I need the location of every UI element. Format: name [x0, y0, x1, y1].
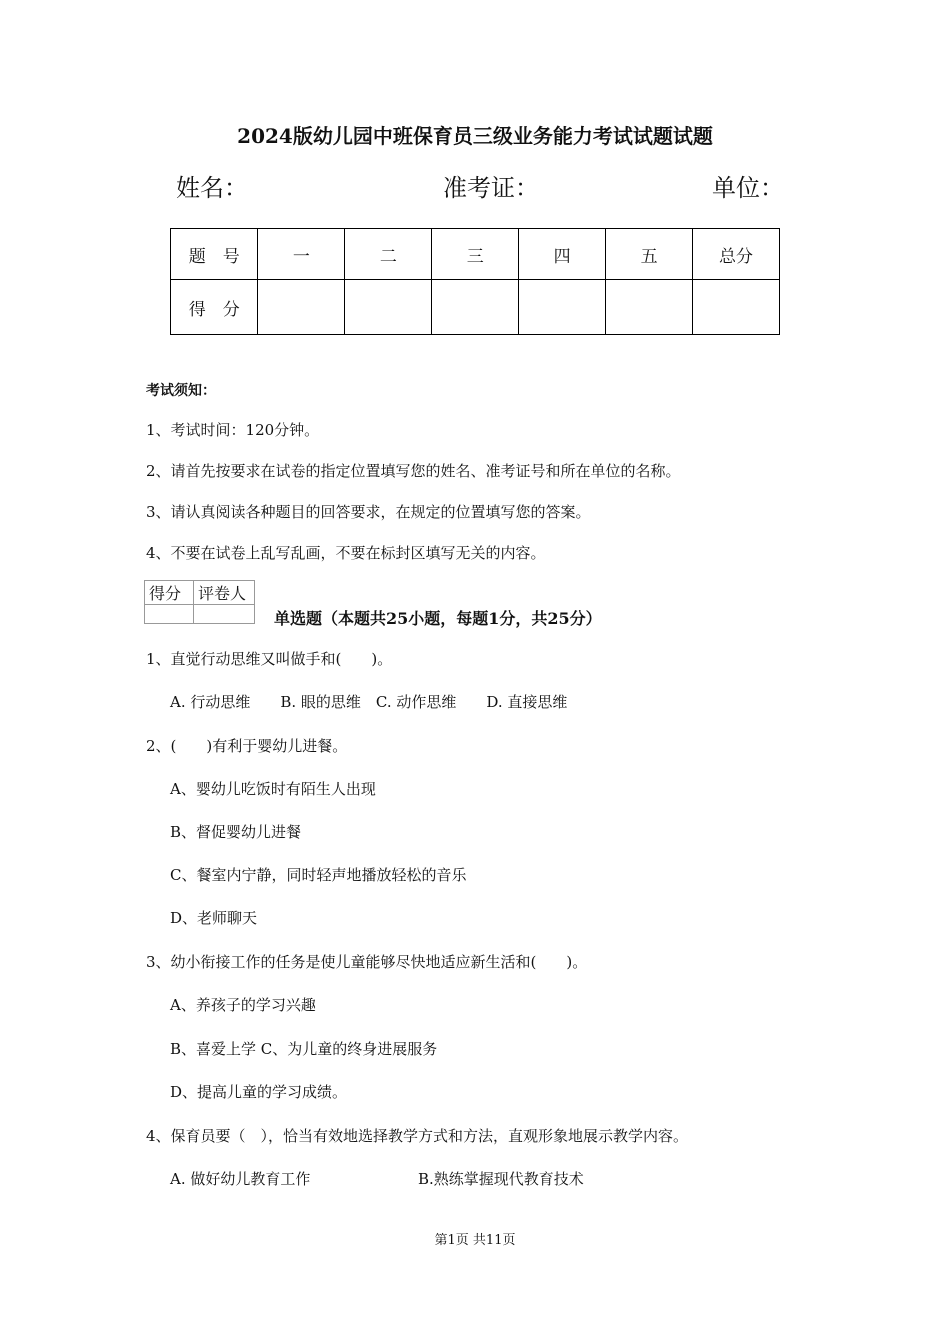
question-4-option-a: A. 做好幼儿教育工作 [170, 1170, 311, 1188]
question-2-stem: 2、( )有利于婴幼儿进餐。 [146, 737, 348, 755]
score-cell-4: 四 [519, 229, 606, 280]
notice-heading: 考试须知： [146, 383, 216, 399]
question-3-option-d: D、提高儿童的学习成绩。 [170, 1083, 348, 1101]
score-row-label: 得 分 [171, 280, 258, 335]
exam-number-label: 准考证： [443, 174, 539, 202]
grader-name-label: 评卷人 [194, 581, 255, 605]
score-cell-1: 一 [258, 229, 345, 280]
question-4-option-b: B.熟练掌握现代教育技术 [418, 1170, 584, 1188]
question-3-option-a: A、养孩子的学习兴趣 [170, 996, 316, 1014]
score-input-4[interactable] [519, 280, 606, 335]
notice-item: 3、请认真阅读各种题目的回答要求，在规定的位置填写您的答案。 [146, 503, 591, 521]
exam-title: 2024版幼儿园中班保育员三级业务能力考试试题试题 [237, 124, 713, 148]
question-3-option-bc: B、喜爱上学 C、为儿童的终身进展服务 [170, 1040, 438, 1058]
grader-box [144, 580, 255, 624]
score-cell-5: 五 [606, 229, 693, 280]
score-cell-2: 二 [345, 229, 432, 280]
question-1-stem: 1、直觉行动思维又叫做手和( )。 [146, 650, 393, 668]
score-input-total[interactable] [693, 280, 780, 335]
score-input-3[interactable] [432, 280, 519, 335]
page-footer: 第1页 共11页 [434, 1233, 516, 1248]
score-cell-total: 总分 [693, 229, 780, 280]
score-input-5[interactable] [606, 280, 693, 335]
score-cell-label: 题 号 [171, 229, 258, 280]
grader-name-cell[interactable] [194, 605, 255, 624]
score-cell-3: 三 [432, 229, 519, 280]
section-title: 单选题（本题共25小题，每题1分，共25分） [274, 609, 602, 628]
notice-item: 4、不要在试卷上乱写乱画，不要在标封区填写无关的内容。 [146, 544, 546, 562]
question-4-stem: 4、保育员要（ ），恰当有效地选择教学方式和方法，直观形象地展示教学内容。 [146, 1127, 689, 1145]
score-table-score-row [171, 280, 780, 335]
question-2-option-b: B、督促婴幼儿进餐 [170, 823, 302, 841]
notice-item: 1、考试时间：120分钟。 [146, 421, 320, 439]
score-table-header-row [171, 229, 780, 280]
question-1-options: A. 行动思维 B. 眼的思维 C. 动作思维 D. 直接思维 [170, 693, 568, 711]
question-2-option-d: D、老师聊天 [170, 909, 258, 927]
question-2-option-c: C、餐室内宁静，同时轻声地播放轻松的音乐 [170, 866, 467, 884]
grader-score-label: 得分 [145, 581, 194, 605]
unit-label: 单位： [712, 174, 784, 202]
question-2-option-a: A、婴幼儿吃饭时有陌生人出现 [170, 780, 376, 798]
score-input-2[interactable] [345, 280, 432, 335]
grader-score-cell[interactable] [145, 605, 194, 624]
score-table [170, 228, 780, 335]
name-label: 姓名： [176, 174, 248, 202]
score-input-1[interactable] [258, 280, 345, 335]
notice-item: 2、请首先按要求在试卷的指定位置填写您的姓名、准考证号和所在单位的名称。 [146, 462, 681, 480]
question-3-stem: 3、幼小衔接工作的任务是使儿童能够尽快地适应新生活和( )。 [146, 953, 588, 971]
